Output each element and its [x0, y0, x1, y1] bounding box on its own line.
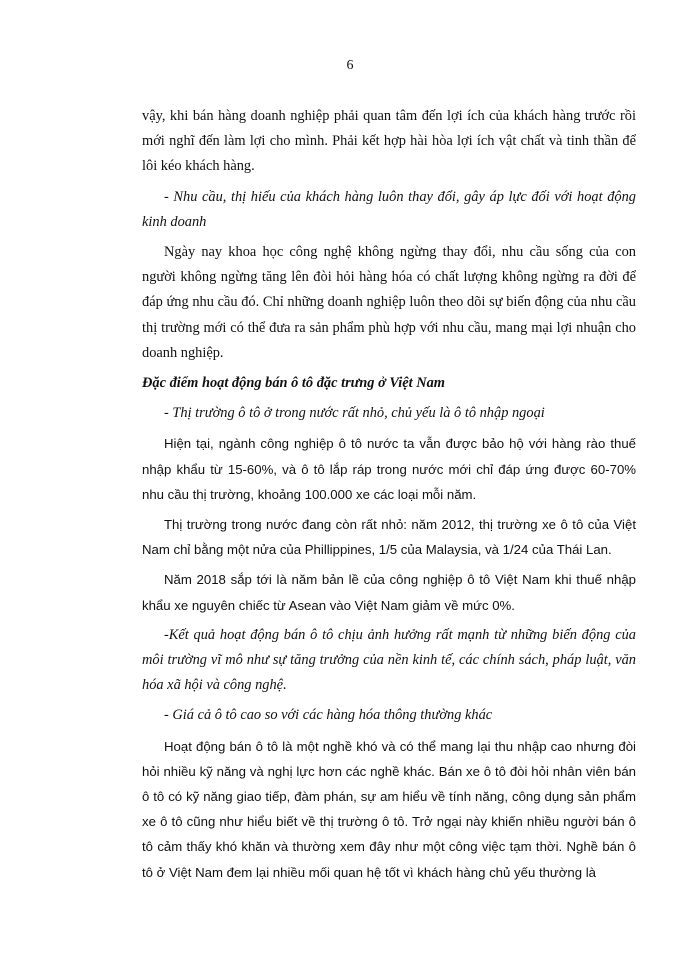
paragraph: Ngày nay khoa học công nghệ không ngừng thay đổi, nhu cầu sống của con người không ngừng tăng lên đòi hỏi hàng hóa có chất lượng không ngừng ra đời để đáp ứng nhu cầu đó. Chỉ những doanh nghiệp luôn theo dõi sự biến động của nhu cầu thị trường mới có thể đưa ra sản phẩm phù hợp với nhu cầu, mang mại lợi nhuận cho doanh nghiệp.	[142, 244, 636, 361]
italic-subpoint: - Giá cả ô tô cao so với các hàng hóa thông thường khác	[164, 707, 493, 724]
paragraph: Thị trường trong nước đang còn rất nhỏ: năm 2012, thị trường xe ô tô của Việt Nam chỉ bằng một nửa của Phillippines, 1/5 của Malaysia, và 1/24 của Thái Lan.	[142, 517, 636, 558]
italic-subpoint: - Thị trường ô tô ở trong nước rất nhỏ, chủ yếu là ô tô nhập ngoại	[164, 405, 545, 422]
body-text	[142, 104, 636, 890]
italic-subpoint: -Kết quả hoạt động bán ô tô chịu ảnh hưởng rất mạnh từ những biến động của môi trường vĩ mô như sự tăng trưởng của nền kinh tế, các chính sách, pháp luật, văn hóa xã hội và công nghệ.	[142, 626, 636, 694]
paragraph: Hoạt động bán ô tô là một nghề khó và có thể mang lại thu nhập cao nhưng đòi hỏi nhiều kỹ năng và nghị lực hơn các nghề khác. Bán xe ô tô đòi hỏi nhân viên bán ô tô có kỹ năng giao tiếp, đàm phán, sự am hiểu về tính năng, công dụng sản phẩm xe ô tô cũng như hiểu biết về thị trường ô tô. Trở ngại này khiến nhiều người bán ô tô cảm thấy khó khăn và thường xem đây như một công việc tạm thời. Nghề bán ô tô ở Việt Nam đem lại nhiều mối quan hệ tốt vì khách hàng chủ yếu thường là	[142, 738, 636, 880]
paragraph: Năm 2018 sắp tới là năm bản lề của công nghiệp ô tô Việt Nam khi thuế nhập khẩu xe nguyên chiếc từ Asean vào Việt Nam giảm về mức 0%.	[142, 572, 636, 613]
section-heading: Đặc điểm hoạt động bán ô tô đặc trưng ở Việt Nam	[142, 375, 445, 392]
paragraph: vậy, khi bán hàng doanh nghiệp phải quan tâm đến lợi ích của khách hàng trước rồi mới nghĩ đến làm lợi cho mình. Phải kết hợp hài hòa lợi ích vật chất và tinh thần để lôi kéo khách hàng.	[142, 108, 636, 175]
paragraph: Hiện tại, ngành công nghiệp ô tô nước ta vẫn được bảo hộ với hàng rào thuế nhập khẩu từ 15-60%, và ô tô lắp ráp trong nước mới chỉ đáp ứng được 60-70% nhu cầu thị trường, khoảng 100.000 xe các loại mỗi năm.	[142, 436, 636, 502]
page-number: 6	[346, 58, 354, 73]
italic-subpoint: - Nhu cầu, thị hiếu của khách hàng luôn thay đổi, gây áp lực đối với hoạt động kinh doanh	[142, 188, 636, 230]
